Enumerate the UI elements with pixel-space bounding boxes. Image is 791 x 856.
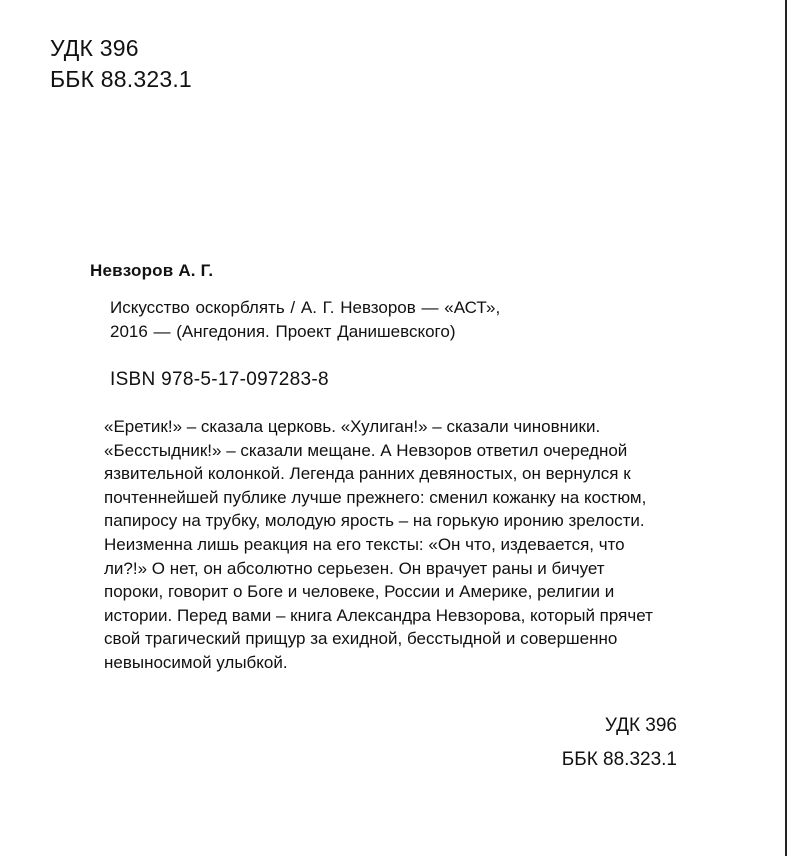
- annotation-line: «Еретик!» – сказала церковь. «Хулиган!» – сказали чиновники.: [104, 417, 601, 436]
- bibliographic-description: [110, 296, 630, 344]
- header-classification-codes: [50, 33, 192, 95]
- annotation-line: почтеннейшей публике лучше прежнего: сменил кожанку на костюм,: [104, 487, 647, 507]
- annotation-line: пороки, говорит о Боге и человеке, России и Америке, религии и: [104, 582, 615, 602]
- annotation-line: язвительной колонкой. Легенда ранних девяностых, он вернулся к: [104, 464, 631, 484]
- annotation-line: ли?!» О нет, он абсолютно серьезен. Он врачует раны и бичует: [104, 558, 605, 578]
- annotation-line: папиросу на трубку, молодую ярость – на горькую иронию зрелости.: [104, 511, 645, 531]
- isbn: ISBN 978-5-17-097283-8: [110, 369, 329, 390]
- page-edge-line: [785, 0, 787, 856]
- footer-bbk: ББК 88.323.1: [561, 749, 677, 770]
- biblio-line: 2016 — (Ангедония. Проект Данишевского): [110, 322, 456, 341]
- biblio-line: Искусство оскорблять / А. Г. Невзоров — «АСТ»,: [110, 298, 501, 317]
- annotation-text: [104, 415, 734, 675]
- header-udk: УДК 396: [50, 35, 139, 61]
- footer-udk: УДК 396: [604, 715, 677, 736]
- header-bbk: ББК 88.323.1: [50, 66, 192, 92]
- annotation-line: свой трагический прищур за ехидной, бесстыдной и совершенно: [104, 629, 618, 649]
- annotation-line: Неизменна лишь реакция на его тексты: «Он что, издевается, что: [104, 534, 625, 554]
- author-name: Невзоров А. Г.: [90, 261, 214, 280]
- annotation-line: истории. Перед вами – книга Александра Невзорова, который прячет: [104, 605, 653, 625]
- annotation-line: «Бесстыдник!» – сказали мещане. А Невзоров ответил очередной: [104, 440, 628, 460]
- footer-classification-codes: [562, 709, 677, 777]
- annotation-line: невыносимой улыбкой.: [104, 652, 288, 672]
